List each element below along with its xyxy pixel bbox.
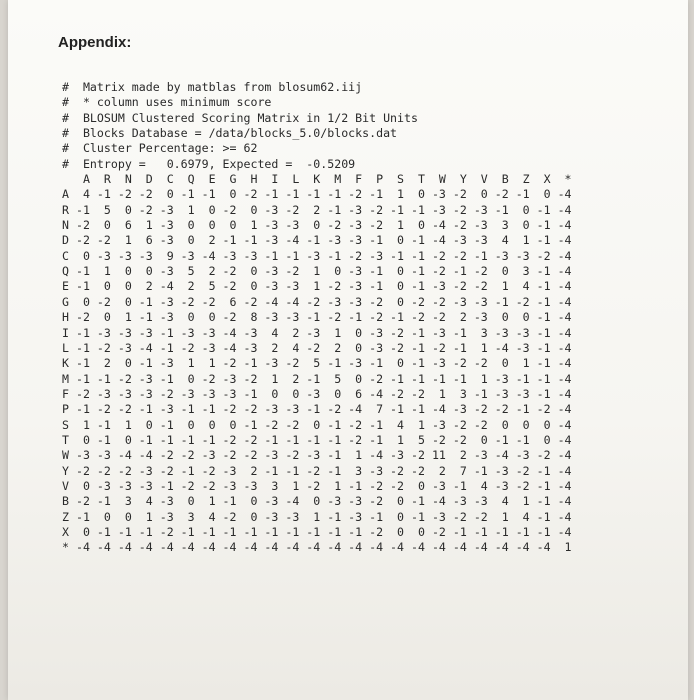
- matrix-row: V 0 -3 -3 -3 -1 -2 -2 -3 -3 3 1 -2 1 -1 -2 -2 0 -3 -1 4 -3 -2 -1 -4: [62, 478, 572, 493]
- matrix-row: H -2 0 1 -1 -3 0 0 -2 8 -3 -3 -1 -2 -1 -2 -1 -2 -2 2 -3 0 0 -1 -4: [62, 310, 572, 325]
- matrix-row: Y -2 -2 -2 -3 -2 -1 -2 -3 2 -1 -1 -2 -1 3 -3 -2 -2 2 7 -1 -3 -2 -1 -4: [62, 463, 572, 478]
- comment-line: # * column uses minimum score: [62, 95, 272, 110]
- matrix-row: * -4 -4 -4 -4 -4 -4 -4 -4 -4 -4 -4 -4 -4 -4 -4 -4 -4 -4 -4 -4 -4 -4 -4 1: [62, 540, 572, 555]
- matrix-row: X 0 -1 -1 -1 -2 -1 -1 -1 -1 -1 -1 -1 -1 -1 -2 0 0 -2 -1 -1 -1 -1 -1 -4: [62, 524, 572, 539]
- comment-line: # Entropy = 0.6979, Expected = -0.5209: [62, 156, 356, 171]
- comment-line: # BLOSUM Clustered Scoring Matrix in 1/2 Bit Units: [62, 110, 418, 125]
- matrix-row: C 0 -3 -3 -3 9 -3 -4 -3 -3 -1 -1 -3 -1 -2 -3 -1 -1 -2 -2 -1 -3 -3 -2 -4: [62, 248, 572, 263]
- matrix-row: B -2 -1 3 4 -3 0 1 -1 0 -3 -4 0 -3 -3 -2 0 -1 -4 -3 -3 4 1 -1 -4: [62, 494, 572, 509]
- comment-line: # Blocks Database = /data/blocks_5.0/blocks.dat: [62, 126, 398, 141]
- matrix-row: D -2 -2 1 6 -3 0 2 -1 -1 -3 -4 -1 -3 -3 -1 0 -1 -4 -3 -3 4 1 -1 -4: [62, 233, 572, 248]
- matrix-row: F -2 -3 -3 -3 -2 -3 -3 -3 -1 0 0 -3 0 6 -4 -2 -2 1 3 -1 -3 -3 -1 -4: [62, 386, 572, 401]
- document-page: [8, 0, 688, 700]
- matrix-row: I -1 -3 -3 -3 -1 -3 -3 -4 -3 4 2 -3 1 0 -3 -2 -1 -3 -1 3 -3 -3 -1 -4: [62, 325, 572, 340]
- matrix-header-row: A R N D C Q E G H I L K M F P S T W Y V B Z X *: [62, 172, 572, 187]
- matrix-row: G 0 -2 0 -1 -3 -2 -2 6 -2 -4 -4 -2 -3 -3 -2 0 -2 -2 -3 -3 -1 -2 -1 -4: [62, 294, 572, 309]
- matrix-row: L -1 -2 -3 -4 -1 -2 -3 -4 -3 2 4 -2 2 0 -3 -2 -1 -2 -1 1 -4 -3 -1 -4: [62, 340, 572, 355]
- matrix-row: P -1 -2 -2 -1 -3 -1 -1 -2 -2 -3 -3 -1 -2 -4 7 -1 -1 -4 -3 -2 -2 -1 -2 -4: [62, 402, 572, 417]
- matrix-row: S 1 -1 1 0 -1 0 0 0 -1 -2 -2 0 -1 -2 -1 4 1 -3 -2 -2 0 0 0 -4: [62, 417, 572, 432]
- matrix-row: N -2 0 6 1 -3 0 0 0 1 -3 -3 0 -2 -3 -2 1 0 -4 -2 -3 3 0 -1 -4: [62, 218, 572, 233]
- matrix-row: T 0 -1 0 -1 -1 -1 -1 -2 -2 -1 -1 -1 -1 -2 -1 1 5 -2 -2 0 -1 -1 0 -4: [62, 432, 572, 447]
- comment-line: # Cluster Percentage: >= 62: [62, 141, 258, 156]
- matrix-row: W -3 -3 -4 -4 -2 -2 -3 -2 -2 -3 -2 -3 -1 1 -4 -3 -2 11 2 -3 -4 -3 -2 -4: [62, 448, 572, 463]
- matrix-row: Z -1 0 0 1 -3 3 4 -2 0 -3 -3 1 -1 -3 -1 0 -1 -3 -2 -2 1 4 -1 -4: [62, 509, 572, 524]
- blosum-matrix-block: [62, 80, 572, 556]
- matrix-row: Q -1 1 0 0 -3 5 2 -2 0 -3 -2 1 0 -3 -1 0 -1 -2 -1 -2 0 3 -1 -4: [62, 264, 572, 279]
- matrix-row: E -1 0 0 2 -4 2 5 -2 0 -3 -3 1 -2 -3 -1 0 -1 -3 -2 -2 1 4 -1 -4: [62, 279, 572, 294]
- appendix-heading: Appendix:: [58, 34, 132, 51]
- matrix-row: R -1 5 0 -2 -3 1 0 -2 0 -3 -2 2 -1 -3 -2 -1 -1 -3 -2 -3 -1 0 -1 -4: [62, 202, 572, 217]
- matrix-row: A 4 -1 -2 -2 0 -1 -1 0 -2 -1 -1 -1 -1 -2 -1 1 0 -3 -2 0 -2 -1 0 -4: [62, 187, 572, 202]
- comment-line: # Matrix made by matblas from blosum62.iij: [62, 80, 363, 94]
- matrix-row: M -1 -1 -2 -3 -1 0 -2 -3 -2 1 2 -1 5 0 -2 -1 -1 -1 -1 1 -3 -1 -1 -4: [62, 371, 572, 386]
- matrix-row: K -1 2 0 -1 -3 1 1 -2 -1 -3 -2 5 -1 -3 -1 0 -1 -3 -2 -2 0 1 -1 -4: [62, 356, 572, 371]
